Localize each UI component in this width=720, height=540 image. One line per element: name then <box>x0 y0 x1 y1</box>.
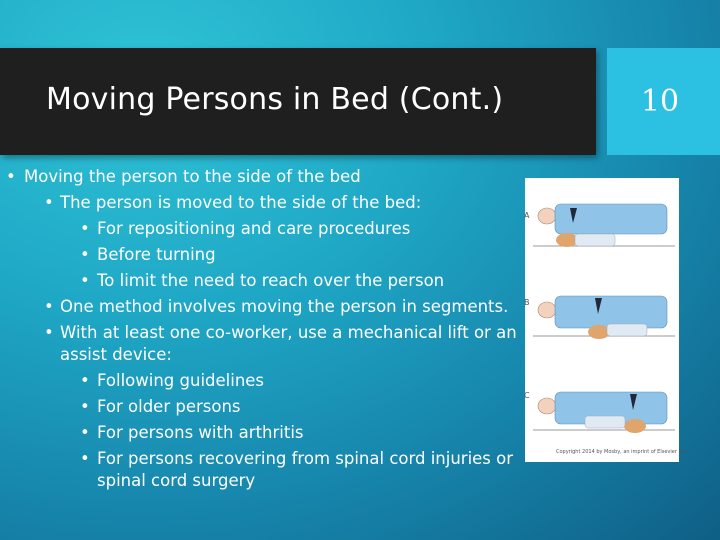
bullet-item: • Moving the person to the side of the bed <box>0 166 520 188</box>
panel-b <box>533 296 675 339</box>
panel-a <box>533 204 675 247</box>
bullet-item: • One method involves moving the person in segments. <box>0 296 520 318</box>
bullet-item: • For repositioning and care procedures <box>0 218 520 240</box>
figure-caption: Copyright 2014 by Mosby, an imprint of Elsevier Inc. <box>556 449 688 455</box>
patient-positioning-illustration <box>525 178 688 462</box>
bullet-item: • For older persons <box>0 396 520 418</box>
bullet-item: • With at least one co-worker, use a mechanical lift or an assist device: <box>0 322 520 366</box>
bullet-item: • Following guidelines <box>0 370 520 392</box>
panel-label-a: A <box>524 211 530 220</box>
slide-number: 10 <box>640 84 680 119</box>
bullet-item: • Before turning <box>0 244 520 266</box>
bullet-item: • To limit the need to reach over the person <box>0 270 520 292</box>
panel-label-c: C <box>524 391 530 400</box>
slide-title: Moving Persons in Bed (Cont.) <box>46 82 504 117</box>
bullet-item: • The person is moved to the side of the bed: <box>0 192 520 214</box>
illustration-svg <box>525 178 688 462</box>
bullet-item: • For persons recovering from spinal cord injuries or spinal cord surgery <box>0 448 520 492</box>
panel-c <box>533 392 675 433</box>
bullet-item: • For persons with arthritis <box>0 422 520 444</box>
bullet-list <box>0 166 520 496</box>
panel-label-b: B <box>524 298 530 307</box>
